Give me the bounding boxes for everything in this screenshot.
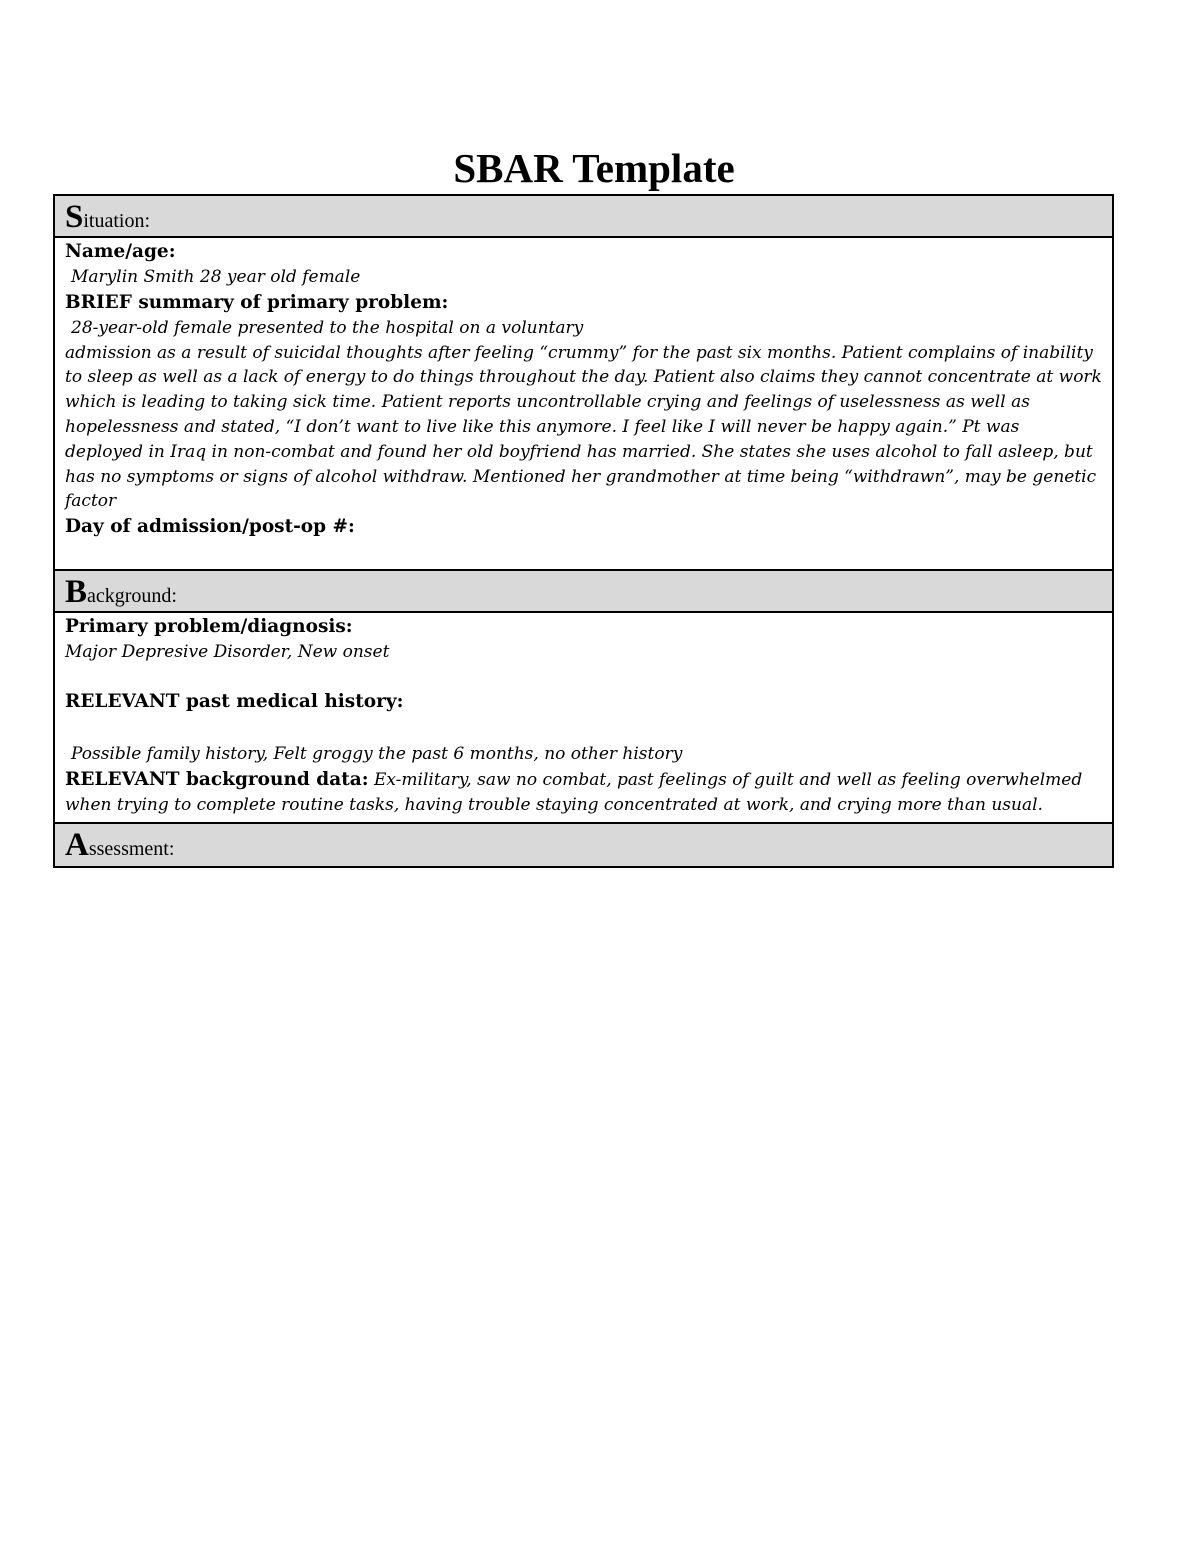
blank-line <box>65 715 1102 742</box>
diagnosis-label: Primary problem/diagnosis: <box>65 616 353 637</box>
assessment-header-text: ssessment: <box>88 838 175 860</box>
assessment-header <box>55 824 1112 866</box>
background-data-label: RELEVANT background data: <box>65 768 369 790</box>
background-data-paragraph <box>65 767 1102 818</box>
name-age-label: Name/age: <box>65 241 176 262</box>
summary-label: BRIEF summary of primary problem: <box>65 291 449 313</box>
background-header <box>55 571 1112 613</box>
background-data-value: Ex-military, saw no combat, past feelings of guilt and well as feeling overwhelmed when trying to complete routine tasks, having trouble staying concentrated at work, and crying more than usual. <box>65 769 1083 815</box>
blank-line <box>65 665 1102 689</box>
situation-header-text: ituation: <box>83 210 151 232</box>
background-header-letter: B <box>65 574 88 610</box>
day-of-admission-label: Day of admission/post-op #: <box>65 516 355 538</box>
sbar-table <box>53 194 1114 868</box>
page-title: SBAR Template <box>453 145 735 191</box>
assessment-header-letter: A <box>65 827 89 863</box>
diagnosis-value: Major Depresive Disorder, New onset <box>65 642 390 662</box>
summary-first-line: 28-year-old female presented to the hospital on a voluntary <box>71 317 584 338</box>
background-body <box>55 613 1112 824</box>
summary-text: admission as a result of suicidal thoughts after feeling “crummy” for the past six months. Patient complains of inability to sleep as well as a lack of energy to do things throughout the day. Patient also claims they cannot concentrate at work which is leading to taking sick time. Patient reports uncontrollable crying and feelings of uselessness as well as hopelessness and stated, “I don’t want to live like this anymore. I feel like I will never be happy again.” Pt was deployed in Iraq in non-combat and found her old boyfriend has married. She states she uses alcohol to fall asleep, but has no symptoms or signs of alcohol withdraw. Mentioned her grandmother at time being “withdrawn”, may be genetic factor <box>65 342 1102 512</box>
past-history-label: RELEVANT past medical history: <box>65 690 404 712</box>
situation-body <box>55 238 1112 571</box>
background-header-text: ackground: <box>87 585 177 607</box>
situation-header-letter: S <box>65 199 84 235</box>
situation-header <box>55 196 1112 238</box>
past-history-value: Possible family history, Felt groggy the past 6 months, no other history <box>71 743 683 764</box>
name-age-value: Marylin Smith 28 year old female <box>71 267 361 287</box>
